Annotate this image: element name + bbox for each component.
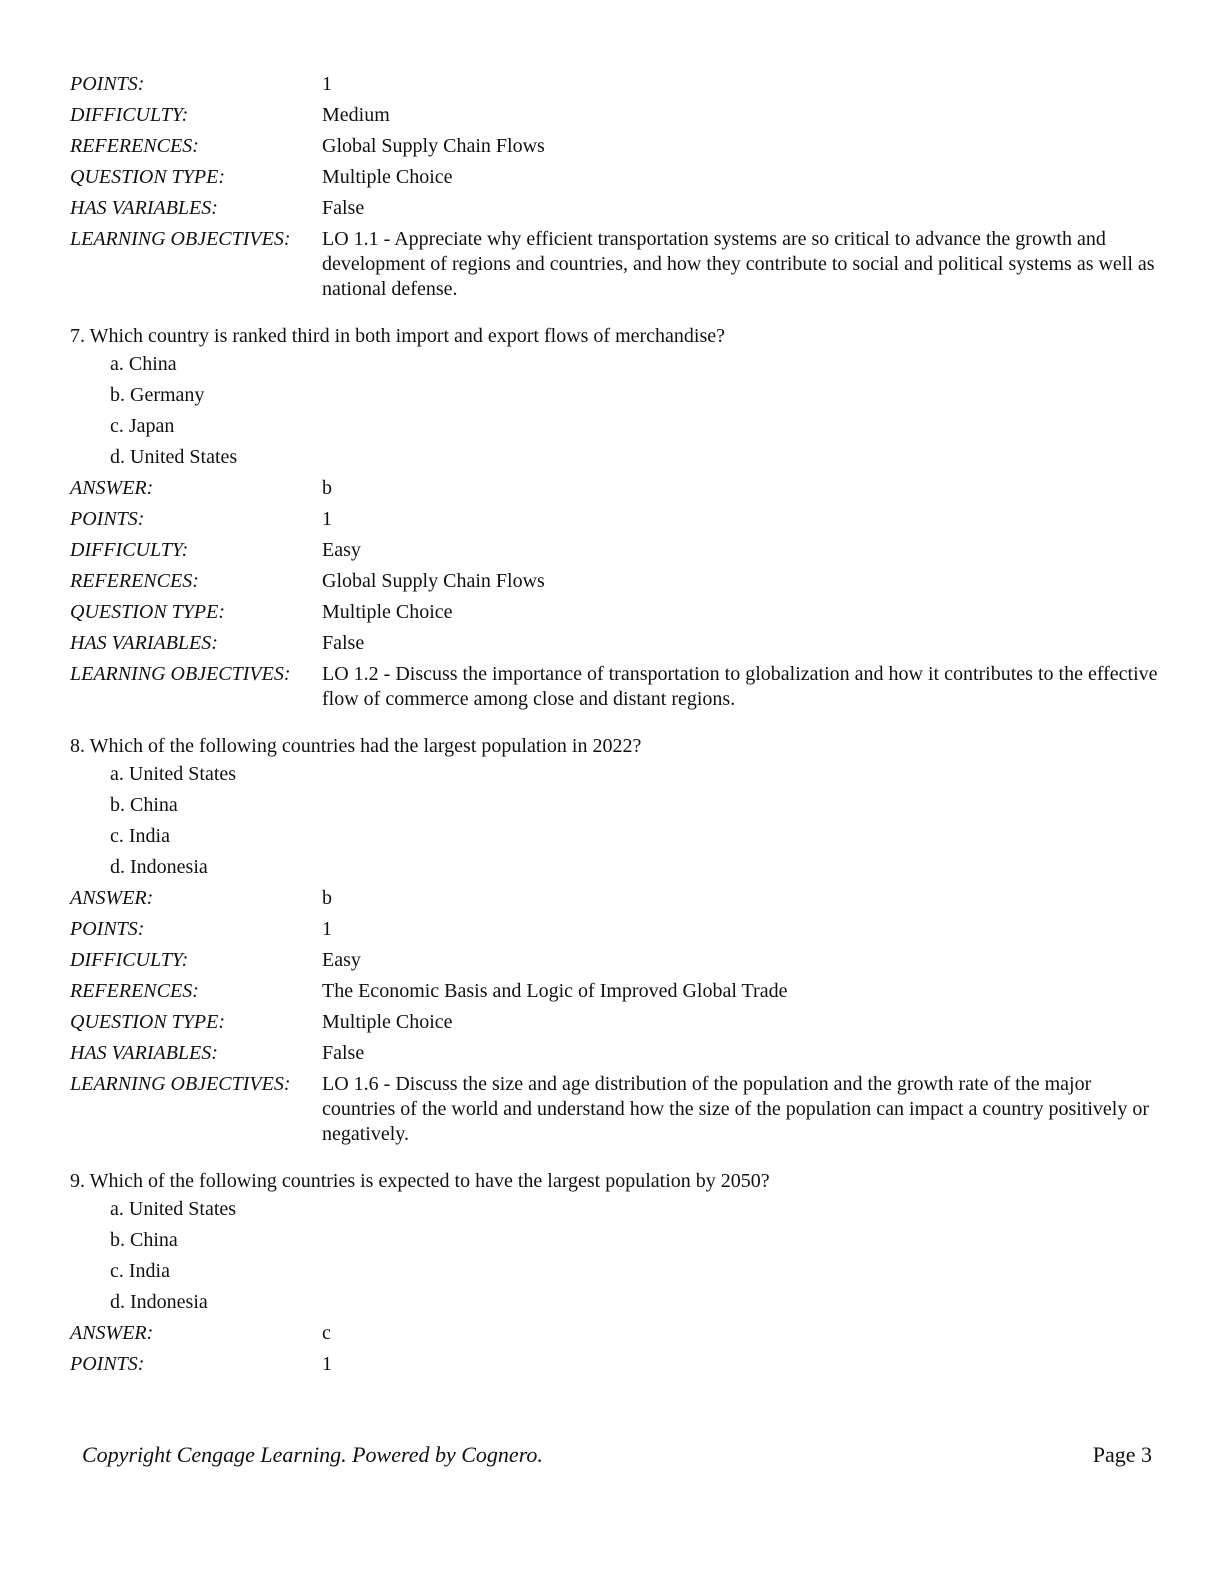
question-7	[70, 324, 1160, 712]
meta-value: b	[322, 887, 332, 909]
page-number: Page 3	[1092, 1442, 1152, 1467]
meta-row-has-variables	[70, 1041, 1160, 1066]
choice-c: c. Japan	[110, 415, 175, 437]
meta-row-points	[70, 1352, 1160, 1377]
meta-row-references	[70, 979, 1160, 1004]
meta-row-has-variables	[70, 631, 1160, 656]
meta-row-answer	[70, 886, 1160, 911]
meta-label: REFERENCES:	[70, 980, 199, 1002]
meta-value: False	[322, 632, 365, 654]
choice-b: b. Germany	[110, 384, 205, 406]
meta-value: Global Supply Chain Flows	[322, 570, 545, 592]
meta-value: 1	[322, 1353, 332, 1375]
meta-value: The Economic Basis and Logic of Improved Global Trade	[322, 980, 788, 1002]
meta-row-points	[70, 507, 1160, 532]
meta-label: POINTS:	[70, 508, 145, 530]
meta-row-learning-objectives	[70, 1072, 1160, 1147]
meta-value: LO 1.1 - Appreciate why efficient transportation systems are so critical to advance the growth and development of regions and countries, and how they contribute to social and political systems as well as national defense.	[322, 228, 1155, 300]
meta-label: ANSWER:	[70, 477, 154, 499]
question-9	[70, 1169, 1160, 1377]
meta-row-question-type	[70, 600, 1160, 625]
meta-label: QUESTION TYPE:	[70, 166, 226, 188]
meta-row-points	[70, 72, 1160, 97]
meta-label: REFERENCES:	[70, 570, 199, 592]
meta-label: POINTS:	[70, 1353, 145, 1375]
copyright-text: Copyright Cengage Learning. Powered by Cognero.	[82, 1442, 543, 1467]
meta-label: LEARNING OBJECTIVES:	[70, 663, 291, 685]
meta-value: Easy	[322, 949, 361, 971]
meta-row-points	[70, 917, 1160, 942]
meta-value: c	[322, 1322, 331, 1344]
meta-row-references	[70, 569, 1160, 594]
meta-label: LEARNING OBJECTIVES:	[70, 228, 291, 250]
meta-label: DIFFICULTY:	[70, 539, 189, 561]
meta-row-references	[70, 134, 1160, 159]
meta-row-answer	[70, 476, 1160, 501]
meta-value: b	[322, 477, 332, 499]
meta-value: 1	[322, 508, 332, 530]
meta-value: Multiple Choice	[322, 601, 453, 623]
meta-value: LO 1.2 - Discuss the importance of transportation to globalization and how it contributes to the effective flow of commerce among close and distant regions.	[322, 663, 1158, 710]
choice-a: a. United States	[110, 1198, 237, 1220]
meta-label: LEARNING OBJECTIVES:	[70, 1073, 291, 1095]
document-page	[70, 72, 1160, 1383]
choice-a: a. China	[110, 353, 177, 375]
meta-label: HAS VARIABLES:	[70, 632, 218, 654]
question-text: 8. Which of the following countries had the largest population in 2022?	[70, 735, 642, 757]
meta-row-answer	[70, 1321, 1160, 1346]
meta-label: QUESTION TYPE:	[70, 1011, 226, 1033]
meta-value: 1	[322, 918, 332, 940]
page-footer	[82, 1442, 1152, 1468]
meta-value: Medium	[322, 104, 390, 126]
meta-row-difficulty	[70, 948, 1160, 973]
meta-label: POINTS:	[70, 73, 145, 95]
meta-row-question-type	[70, 1010, 1160, 1035]
choice-c: c. India	[110, 825, 170, 847]
choice-b: b. China	[110, 1229, 178, 1251]
question-8	[70, 734, 1160, 1147]
meta-value: LO 1.6 - Discuss the size and age distribution of the population and the growth rate of the major countries of the world and understand how the size of the population can impact a country positively or negatively.	[322, 1073, 1150, 1145]
meta-label: REFERENCES:	[70, 135, 199, 157]
meta-value: Multiple Choice	[322, 166, 453, 188]
meta-value: Easy	[322, 539, 361, 561]
meta-value: False	[322, 197, 365, 219]
meta-row-question-type	[70, 165, 1160, 190]
meta-value: False	[322, 1042, 365, 1064]
meta-row-learning-objectives	[70, 662, 1160, 712]
meta-row-has-variables	[70, 196, 1160, 221]
choice-b: b. China	[110, 794, 178, 816]
meta-row-learning-objectives	[70, 227, 1160, 302]
choice-c: c. India	[110, 1260, 170, 1282]
meta-value: 1	[322, 73, 332, 95]
meta-label: HAS VARIABLES:	[70, 197, 218, 219]
choice-d: d. Indonesia	[110, 856, 208, 878]
meta-label: QUESTION TYPE:	[70, 601, 226, 623]
meta-value: Multiple Choice	[322, 1011, 453, 1033]
question-text: 9. Which of the following countries is expected to have the largest population by 2050?	[70, 1170, 770, 1192]
choice-d: d. Indonesia	[110, 1291, 208, 1313]
meta-label: ANSWER:	[70, 1322, 154, 1344]
meta-label: DIFFICULTY:	[70, 104, 189, 126]
question-6-metadata	[70, 72, 1160, 302]
meta-label: POINTS:	[70, 918, 145, 940]
meta-label: HAS VARIABLES:	[70, 1042, 218, 1064]
meta-label: DIFFICULTY:	[70, 949, 189, 971]
question-text: 7. Which country is ranked third in both import and export flows of merchandise?	[70, 325, 726, 347]
meta-label: ANSWER:	[70, 887, 154, 909]
choice-a: a. United States	[110, 763, 237, 785]
meta-row-difficulty	[70, 538, 1160, 563]
choice-d: d. United States	[110, 446, 238, 468]
meta-value: Global Supply Chain Flows	[322, 135, 545, 157]
meta-row-difficulty	[70, 103, 1160, 128]
